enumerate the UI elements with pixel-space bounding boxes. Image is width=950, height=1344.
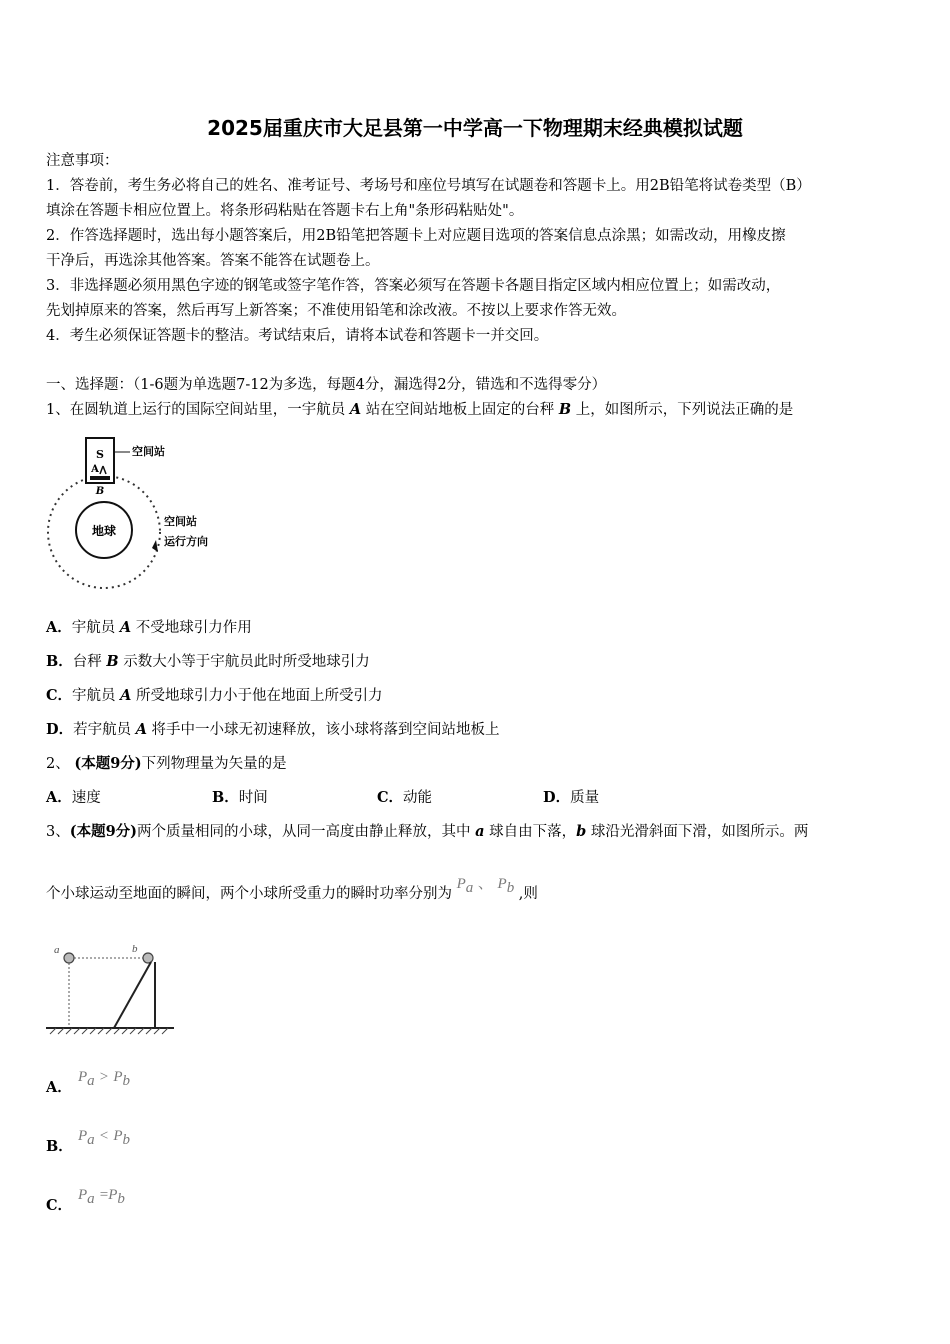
math-separator: 、 bbox=[477, 876, 493, 892]
direction-label-1: 空间站 bbox=[164, 515, 197, 528]
q3-option-c-formula bbox=[78, 1184, 125, 1208]
ball-b bbox=[143, 953, 153, 963]
scale-b-label: B bbox=[95, 486, 105, 497]
math-symbol: P bbox=[78, 1069, 88, 1085]
station-s-label: S bbox=[96, 448, 104, 461]
q1-var-b: B bbox=[558, 401, 572, 418]
math-subscript: b bbox=[122, 1132, 130, 1149]
q1-option-b[interactable] bbox=[46, 652, 370, 672]
q1-space-station-figure bbox=[44, 432, 244, 597]
notes-line: 2．作答选择题时，选出每小题答案后，用2B铅笔把答题卡上对应题目选项的答案信息点涂黑；如需改动，用橡皮擦 bbox=[46, 228, 786, 244]
q3-option-a-formula bbox=[78, 1066, 130, 1090]
notes-heading: 注意事项： bbox=[46, 153, 119, 169]
ball-a-label: a bbox=[54, 944, 60, 956]
option-letter: C． bbox=[377, 789, 404, 806]
option-letter: D． bbox=[543, 789, 571, 806]
q1-stem-text: 站在空间站地板上固定的台秤 bbox=[361, 402, 559, 418]
q1-option-d[interactable] bbox=[46, 720, 500, 740]
option-letter: C． bbox=[46, 1197, 73, 1214]
q2-score: (本题9分) bbox=[74, 755, 142, 772]
option-text: 宇航员 bbox=[72, 688, 121, 704]
math-operator: < bbox=[99, 1128, 109, 1144]
q1-stem bbox=[46, 400, 793, 420]
q3-number: 3、 bbox=[46, 824, 70, 840]
section-heading: 一、选择题：（1-6题为单选题7-12为多选，每题4分，漏选得2分，错选和不选得零分） bbox=[46, 377, 607, 393]
math-symbol: P bbox=[78, 1187, 88, 1203]
q1-stem-text: 上，如图所示，下列说法正确的是 bbox=[571, 402, 794, 418]
math-symbol: P bbox=[113, 1069, 123, 1085]
q3-stem-line1 bbox=[46, 822, 808, 842]
option-text: 若宇航员 bbox=[73, 722, 136, 738]
option-letter: D． bbox=[46, 721, 74, 738]
station-label: 空间站 bbox=[132, 445, 165, 458]
option-letter: A． bbox=[46, 619, 72, 636]
q2-number: 2、 bbox=[46, 756, 70, 772]
option-text: 示数大小等于宇航员此时所受地球引力 bbox=[118, 654, 370, 670]
q3-text: 球沿光滑斜面下滑，如图所示。两 bbox=[586, 824, 809, 840]
math-operator: > bbox=[99, 1069, 109, 1085]
q2-option-a[interactable] bbox=[46, 788, 101, 808]
q1-var-a: A bbox=[349, 401, 362, 418]
option-var: B bbox=[106, 653, 119, 670]
direction-label-2: 运行方向 bbox=[164, 535, 208, 548]
math-symbol: P bbox=[78, 1128, 88, 1144]
page-title: 2025届重庆市大足县第一中学高一下物理期末经典模拟试题 bbox=[207, 116, 743, 140]
q3-option-a[interactable] bbox=[46, 1078, 72, 1098]
math-symbol: P bbox=[497, 876, 507, 892]
q3-score: (本题9分) bbox=[69, 823, 138, 840]
option-letter: C． bbox=[46, 687, 73, 704]
math-subscript: b bbox=[117, 1191, 125, 1208]
option-var: A bbox=[135, 721, 147, 738]
scale-b bbox=[90, 476, 110, 480]
option-var: A bbox=[120, 687, 132, 704]
q2-option-b[interactable] bbox=[212, 788, 268, 808]
notes-line: 填涂在答题卡相应位置上。将条形码粘贴在答题卡右上角"条形码粘贴处"。 bbox=[46, 203, 524, 219]
q2-stem bbox=[46, 754, 287, 774]
math-subscript: a bbox=[87, 1132, 95, 1149]
math-symbol: P bbox=[108, 1187, 118, 1203]
option-text: 动能 bbox=[403, 790, 433, 806]
math-subscript: a bbox=[465, 879, 474, 896]
notes-line: 先划掉原来的答案，然后再写上新答案；不准使用铅笔和涂改液。不按以上要求作答无效。 bbox=[46, 303, 626, 319]
q1-stem-text: 1、在圆轨道上运行的国际空间站里，一宇航员 bbox=[46, 402, 350, 418]
notes-line: 1．答卷前，考生务必将自己的姓名、准考证号、考场号和座位号填写在试题卷和答题卡上。用2B铅笔将试卷类型（B） bbox=[46, 178, 811, 194]
earth-label: 地球 bbox=[91, 524, 117, 538]
math-operator: = bbox=[99, 1187, 109, 1203]
math-symbol: P bbox=[456, 876, 466, 892]
q3-option-b-formula bbox=[78, 1125, 130, 1149]
option-text: 将手中一小球无初速释放，该小球将落到空间站地板上 bbox=[146, 722, 500, 738]
q3-text: 两个质量相同的小球，从同一高度由静止释放，其中 bbox=[137, 824, 476, 840]
math-subscript: a bbox=[87, 1073, 95, 1090]
option-letter: A． bbox=[46, 1079, 72, 1096]
option-text: 质量 bbox=[570, 790, 600, 806]
option-letter: B． bbox=[46, 653, 73, 670]
option-text: 所受地球引力小于他在地面上所受引力 bbox=[131, 688, 383, 704]
q3-stem-line2 bbox=[46, 876, 538, 908]
option-text: 宇航员 bbox=[71, 620, 120, 636]
q3-inline-math bbox=[456, 876, 519, 896]
option-text: 时间 bbox=[238, 790, 268, 806]
notes-line: 4．考生必须保证答题卡的整洁。考试结束后，请将本试卷和答题卡一并交回。 bbox=[46, 328, 549, 344]
q3-text: 球自由下落， bbox=[484, 824, 577, 840]
option-letter: B． bbox=[46, 1138, 73, 1155]
incline-slope bbox=[114, 962, 151, 1028]
q3-var-b: b bbox=[576, 823, 587, 840]
q2-option-c[interactable] bbox=[377, 788, 432, 808]
q3-text: 个小球运动至地面的瞬间，两个小球所受重力的瞬时功率分别为 bbox=[46, 886, 452, 902]
q3-var-a: a bbox=[475, 823, 485, 840]
q3-option-c[interactable] bbox=[46, 1196, 72, 1216]
math-subscript: b bbox=[122, 1073, 130, 1090]
astronaut-a-label: A bbox=[91, 464, 99, 475]
q2-text: 下列物理量为矢量的是 bbox=[141, 756, 287, 772]
notes-line: 干净后，再选涂其他答案。答案不能答在试题卷上。 bbox=[46, 253, 380, 269]
math-subscript: a bbox=[87, 1191, 95, 1208]
ball-a bbox=[64, 953, 74, 963]
q3-option-b[interactable] bbox=[46, 1137, 73, 1157]
math-symbol: P bbox=[113, 1128, 123, 1144]
q2-option-d[interactable] bbox=[543, 788, 599, 808]
direction-arrow-icon bbox=[152, 540, 158, 552]
q3-incline-figure bbox=[44, 938, 179, 1038]
ball-b-label: b bbox=[132, 943, 138, 955]
q3-text: ,则 bbox=[518, 886, 538, 902]
q1-option-c[interactable] bbox=[46, 686, 383, 706]
option-letter: B． bbox=[212, 789, 239, 806]
notes-line: 3．非选择题必须用黑色字迹的钢笔或签字笔作答，答案必须写在答题卡各题目指定区域内相应位置上；如需改动， bbox=[46, 278, 781, 294]
option-text: 速度 bbox=[71, 790, 101, 806]
option-letter: A． bbox=[46, 789, 72, 806]
q1-option-a[interactable] bbox=[46, 618, 252, 638]
option-var: A bbox=[119, 619, 132, 636]
option-text: 不受地球引力作用 bbox=[131, 620, 252, 636]
option-text: 台秤 bbox=[72, 654, 107, 670]
math-subscript: b bbox=[506, 879, 515, 896]
